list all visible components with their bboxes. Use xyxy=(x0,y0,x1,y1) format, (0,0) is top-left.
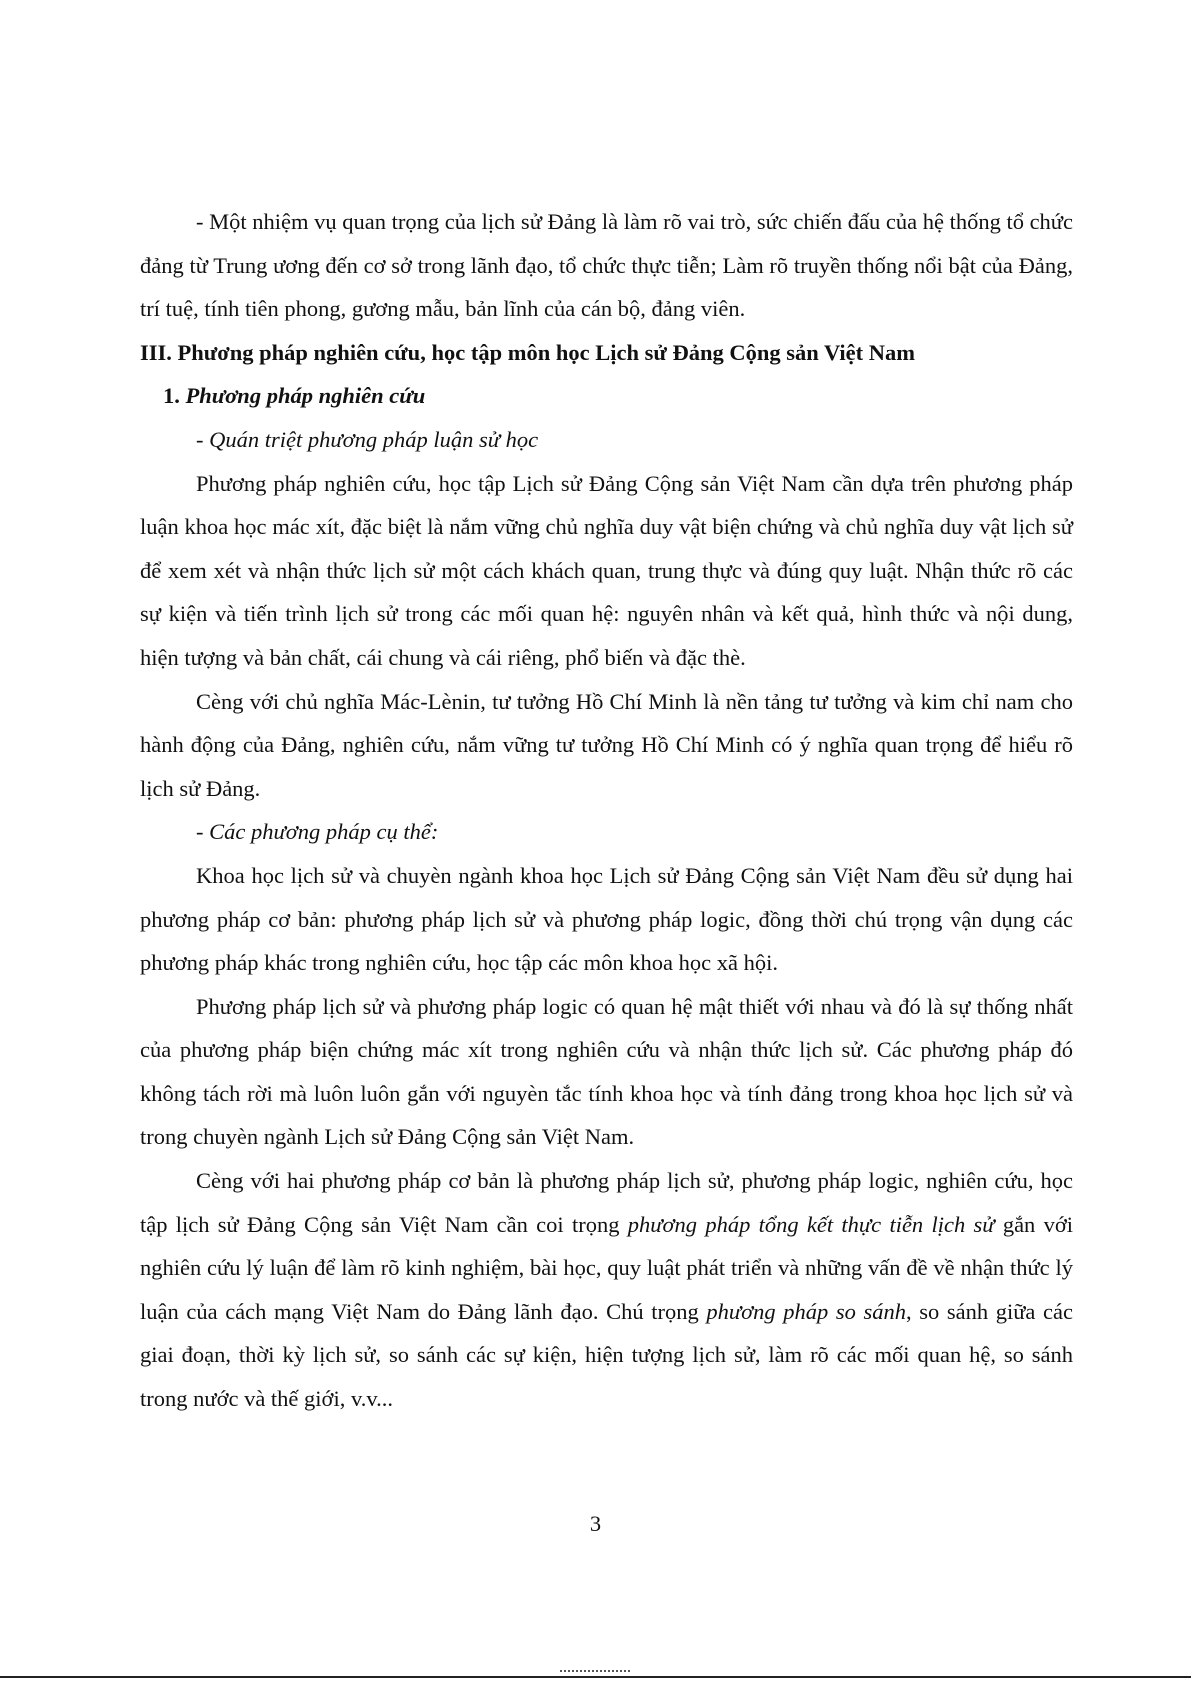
emphasis-comparison-method: phương pháp so sánh xyxy=(706,1298,906,1324)
paragraph-6-part-3: , so sánh giữa các giai đoạn, thời kỳ lịch sử, so sánh các sự kiện, hiện tượng lịch sử, làm rõ các mối quan hệ, so sánh trong nước và thế giới, v.v... xyxy=(140,1298,1073,1412)
subpoint-specific-methods: - Các phương pháp cụ thể: xyxy=(196,819,439,845)
paragraph-methodology: Phương pháp nghiên cứu, học tập Lịch sử Đảng Cộng sản Việt Nam cần dựa trên phương pháp luận khoa học mác xít, đặc biệt là nắm vững chủ nghĩa duy vật biện chứng và chủ nghĩa duy vật lịch sử để xem xét và nhận thức lịch sử một cách khách quan, trung thực và đúng quy luật. Nhận thức rõ các sự kiện và tiến trình lịch sử trong các mối quan hệ: nguyên nhân và kết quả, hình thức và nội dung, hiện tượng và bản chất, cái chung và cái riêng, phổ biến và đặc thè. xyxy=(140,470,1073,670)
subheading-title: Phương pháp nghiên cứu xyxy=(185,383,426,409)
paragraph-historical-logical: Phương pháp lịch sử và phương pháp logic có quan hệ mật thiết với nhau và đó là sự thống nhất của phương pháp biện chứng mác xít trong nghiên cứu và nhận thức lịch sử. Các phương pháp đó không tách rời mà luôn luôn gắn với nguyèn tắc tính khoa học và tính đảng trong khoa học lịch sử và trong chuyèn ngành Lịch sử Đảng Cộng sản Việt Nam. xyxy=(140,993,1073,1150)
subheading-number: 1. xyxy=(163,383,180,409)
paragraph-summary-comparison xyxy=(140,1159,1073,1421)
paragraph-6-part-2: gắn với nghiên cứu lý luận để làm rõ kinh nghiệm, bài học, quy luật phát triển và những vấn đề về nhận thức lý luận của cách mạng Việt Nam do Đảng lãnh đạo. Chú trọng xyxy=(140,1211,1073,1324)
subpoint-methodology: - Quán triệt phương pháp luận sử học xyxy=(196,426,539,452)
page-bottom-rule xyxy=(0,1676,1191,1678)
paragraph-ho-chi-minh-thought: Cèng với chủ nghĩa Mác-Lènin, tư tưởng Hồ Chí Minh là nền tảng tư tưởng và kim chỉ nam cho hành động của Đảng, nghiên cứu, nắm vững tư tưởng Hồ Chí Minh có ý nghĩa quan trọng để hiểu rõ lịch sử Đảng. xyxy=(140,688,1073,801)
section-heading: III. Phương pháp nghiên cứu, học tập môn học Lịch sử Đảng Cộng sản Việt Nam xyxy=(140,339,915,365)
subheading xyxy=(140,374,1073,418)
emphasis-practical-summary: phương pháp tổng kết thực tiễn lịch sử xyxy=(627,1211,995,1237)
paragraph-basic-methods: Khoa học lịch sử và chuyèn ngành khoa học Lịch sử Đảng Cộng sản Việt Nam đều sử dụng hai phương pháp cơ bản: phương pháp lịch sử và phương pháp logic, đồng thời chú trọng vận dụng các phương pháp khác trong nghiên cứu, học tập các môn khoa học xã hội. xyxy=(140,862,1073,976)
page-number: 3 xyxy=(589,1511,602,1536)
paragraph-party-history-task: - Một nhiệm vụ quan trọng của lịch sử Đảng là làm rõ vai trò, sức chiến đấu của hệ thống tổ chức đảng từ Trung ương đến cơ sở trong lãnh đạo, tổ chức thực tiễn; Làm rõ truyền thống nổi bật của Đảng, trí tuệ, tính tiên phong, gương mẫu, bản lĩnh của cán bộ, đảng viên. xyxy=(140,209,1073,322)
page-bottom-mark xyxy=(560,1670,630,1675)
page-body xyxy=(140,200,1073,1421)
paragraph-6-part-1: Cèng với hai phương pháp cơ bản là phương pháp lịch sử, phương pháp logic, nghiên cứu, học tập lịch sử Đảng Cộng sản Việt Nam cần coi trọng xyxy=(140,1168,1073,1237)
